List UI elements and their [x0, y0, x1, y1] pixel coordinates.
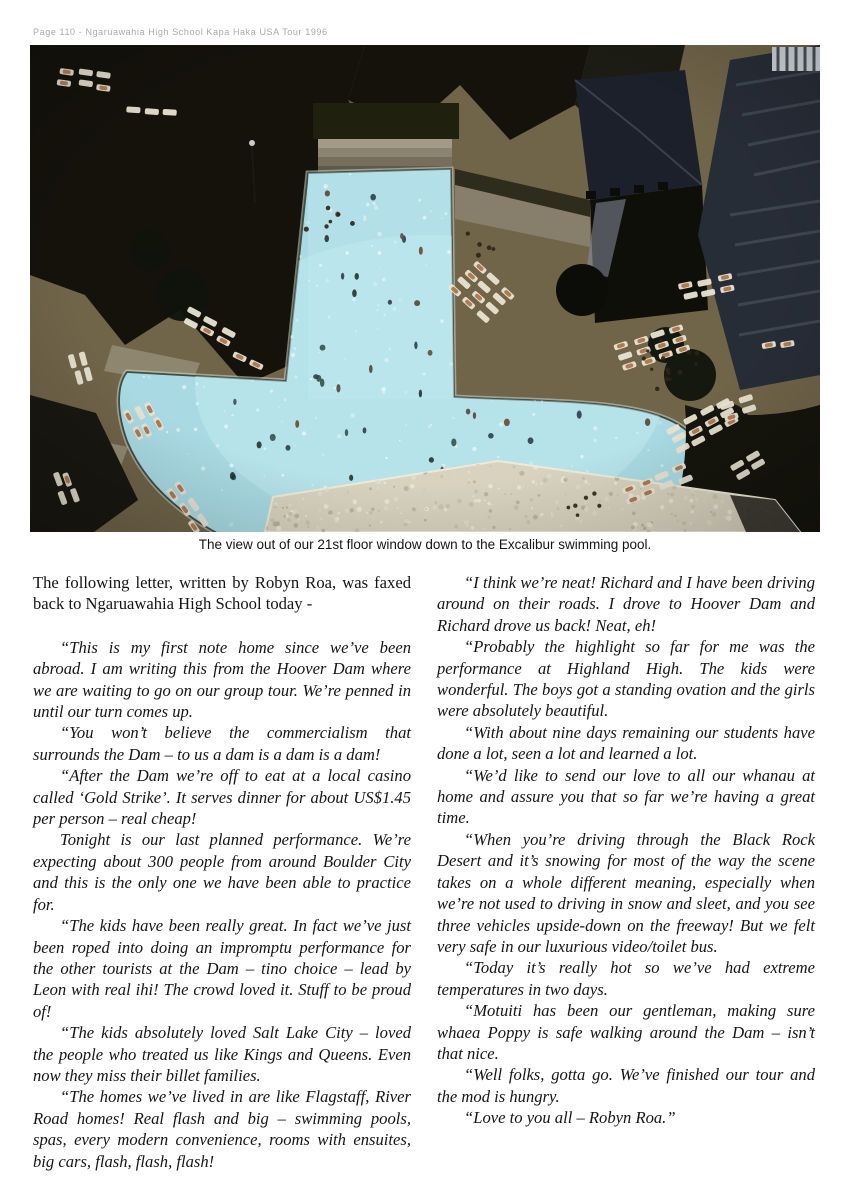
letter-paragraph: “When you’re driving through the Black Rock Desert and it’s snowing for most of the way the scene takes on a whole different meaning, especially when we’re not used to driving in snow and sleet, and you see three vehicles upside-down on the freeway! But we felt very safe in our luxurious video/toilet bus.	[437, 829, 815, 956]
letter-paragraph: “Today it’s really hot so we’ve had extreme temperatures in two days.	[437, 958, 815, 999]
page-header: Page 110 - Ngaruawahia High School Kapa Haka USA Tour 1996	[33, 27, 328, 37]
photo-caption: The view out of our 21st floor window down to the Excalibur swimming pool.	[198, 537, 652, 552]
letter-paragraph: “The kids have been really great. In fact we’ve just been roped into doing an impromptu performance for the other tourists at the Dam – tino choice – lead by Leon with real ihi! The crowd loved it. Stuff to be proud of!	[33, 916, 411, 1021]
letter-paragraph: “Motuiti has been our gentleman, making sure whaea Poppy is safe walking around the Dam – isn’t that nice.	[437, 1001, 815, 1063]
letter-column-left	[33, 572, 411, 1172]
letter-paragraph: “We’d like to send our love to all our whanau at home and assure you that so far we’re having a great time.	[437, 765, 815, 828]
pool-photo-frame	[30, 45, 820, 532]
letter-paragraph: “The homes we’ve lived in are like Flagstaff, River Road homes! Real flash and big – swimming pools, spas, every modern convenience, rooms with ensuites, big cars, flash, flash, flash!	[33, 1087, 411, 1171]
letter-column-right	[437, 572, 815, 1172]
right-paragraphs	[437, 572, 815, 1129]
excalibur-pool-photo	[30, 45, 820, 532]
left-paragraphs	[33, 637, 411, 1172]
letter-paragraph: “Love to you all – Robyn Roa.”	[464, 1108, 676, 1128]
letter-paragraph: “With about nine days remaining our students have done a lot, seen a lot and learned a lot.	[437, 722, 815, 764]
letter-paragraph: Tonight is our last planned performance. We’re expecting about 300 people from around Boulder City and this is the only one we have been able to practice for.	[33, 830, 411, 914]
letter-paragraph: “Probably the highlight so far for me was the performance at Highland High. The kids were wonderful. The boys got a standing ovation and the girls were absolutely beautiful.	[437, 637, 815, 721]
vignette	[30, 45, 820, 532]
letter-paragraph: “I think we’re neat! Richard and I have been driving around on their roads. I drove to Hoover Dam and Richard drove us back! Neat, eh!	[437, 573, 815, 635]
intro-paragraph: The following letter, written by Robyn Roa, was faxed back to Ngaruawahia High School today -	[33, 573, 411, 614]
letter-paragraph: “Well folks, gotta go. We’ve finished our tour and the mod is hungry.	[437, 1065, 815, 1106]
letter-paragraph: “You won’t believe the commercialism that surrounds the Dam – to us a dam is a dam is a dam!	[33, 723, 411, 764]
letter-paragraph: “The kids absolutely loved Salt Lake City – loved the people who treated us like Kings and Queens. Even now they miss their billet families.	[33, 1023, 411, 1085]
letter-paragraph: “After the Dam we’re off to eat at a local casino called ‘Gold Strike’. It serves dinner for about US$1.45 per person – real cheap!	[33, 766, 411, 829]
photo-scene	[30, 45, 820, 532]
letter-body	[33, 572, 816, 1172]
letter-paragraph: “This is my first note home since we’ve been abroad. I am writing this from the Hoover Dam where we are waiting to go on our group tour. We’re penned in until our turn comes up.	[33, 637, 411, 722]
